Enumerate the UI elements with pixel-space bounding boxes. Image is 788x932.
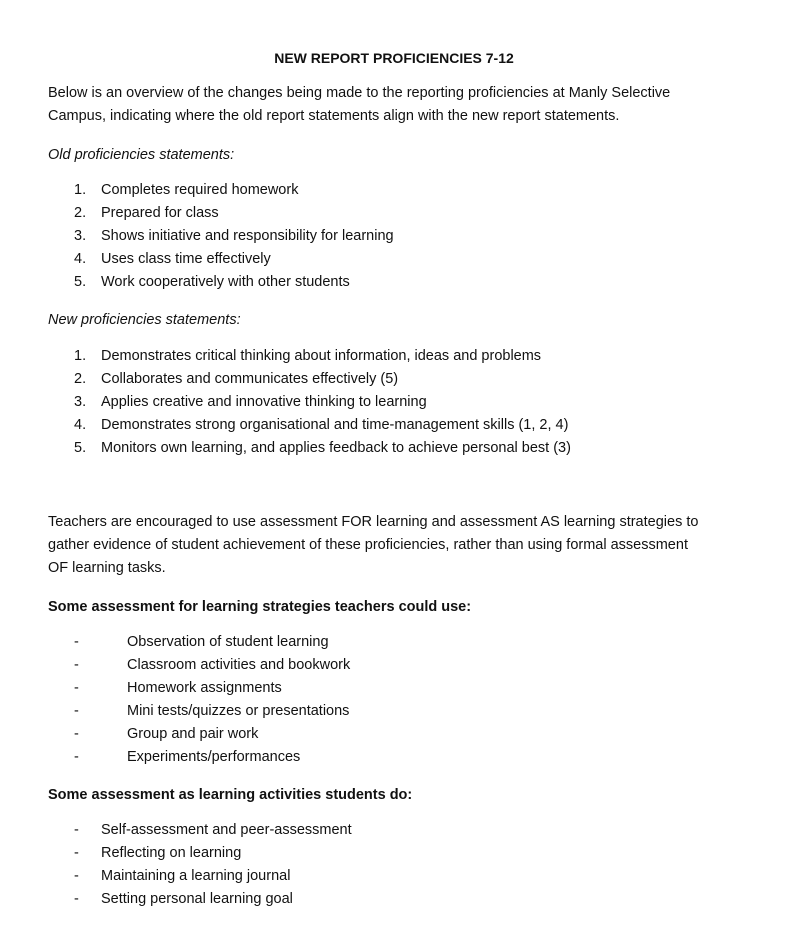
list-item [48,179,394,202]
item-text: Applies creative and innovative thinking to learning [101,394,427,410]
list-item [48,368,571,391]
list-item [74,700,350,723]
paragraph-line: OF learning tasks. [48,560,166,576]
item-text: Mini tests/quizzes or presentations [127,703,350,719]
old-statements-list [48,179,394,294]
item-number: 3. [74,228,87,244]
item-text: Homework assignments [127,680,282,696]
item-text: Setting personal learning goal [101,891,293,907]
list-item [48,248,394,271]
item-number: 4. [74,251,87,267]
item-text: Classroom activities and bookwork [127,657,351,673]
list-item [74,865,352,888]
item-text: Demonstrates strong organisational and time-management skills (1, 2, 4) [101,417,569,433]
item-text: Reflecting on learning [101,845,242,861]
dash-bullet: - [74,845,79,861]
item-number: 5. [74,440,87,456]
item-text: Collaborates and communicates effectively (5) [101,371,399,387]
item-text: Self-assessment and peer-assessment [101,822,352,838]
list-item [74,888,352,911]
list-item [48,414,571,437]
item-text: Prepared for class [101,205,219,221]
item-text: Completes required homework [101,182,299,198]
item-number: 1. [74,182,87,198]
intro-paragraph [48,82,738,128]
dash-bullet: - [74,634,79,650]
assessment-paragraph [48,511,738,580]
item-number: 5. [74,274,87,290]
list-item [74,842,352,865]
dash-bullet: - [74,657,79,673]
list-item [74,746,350,769]
item-text: Group and pair work [127,726,259,742]
list-item [74,723,350,746]
for-learning-list [74,631,350,769]
item-number: 4. [74,417,87,433]
intro-line: Below is an overview of the changes being made to the reporting proficiencies at Manly Selective [48,85,671,101]
list-item [48,202,394,225]
dash-bullet: - [74,822,79,838]
list-item [48,345,571,368]
item-text: Work cooperatively with other students [101,274,350,290]
item-text: Shows initiative and responsibility for learning [101,228,394,244]
paragraph-line: gather evidence of student achievement of these proficiencies, rather than using formal assessment [48,537,688,553]
new-statements-list [48,345,571,460]
old-statements-heading: Old proficiencies statements: [48,147,235,163]
item-text: Uses class time effectively [101,251,271,267]
as-learning-list [74,819,352,911]
paragraph-line: Teachers are encouraged to use assessment FOR learning and assessment AS learning strategies to [48,514,699,530]
item-number: 1. [74,348,87,364]
dash-bullet: - [74,726,79,742]
new-statements-heading: New proficiencies statements: [48,312,241,328]
list-item [74,654,350,677]
for-learning-heading: Some assessment for learning strategies teachers could use: [48,599,472,615]
list-item [48,271,394,294]
item-number: 2. [74,205,87,221]
as-learning-heading: Some assessment as learning activities students do: [48,787,413,803]
list-item [74,819,352,842]
dash-bullet: - [74,749,79,765]
item-text: Monitors own learning, and applies feedback to achieve personal best (3) [101,440,571,456]
item-text: Observation of student learning [127,634,329,650]
dash-bullet: - [74,868,79,884]
intro-line: Campus, indicating where the old report statements align with the new report statements. [48,108,620,124]
list-item [48,391,571,414]
page-title: NEW REPORT PROFICIENCIES 7-12 [274,50,514,66]
item-text: Demonstrates critical thinking about information, ideas and problems [101,348,542,364]
dash-bullet: - [74,680,79,696]
item-text: Maintaining a learning journal [101,868,291,884]
list-item [48,225,394,248]
item-number: 3. [74,394,87,410]
list-item [74,631,350,654]
list-item [74,677,350,700]
dash-bullet: - [74,703,79,719]
item-number: 2. [74,371,87,387]
dash-bullet: - [74,891,79,907]
item-text: Experiments/performances [127,749,301,765]
list-item [48,437,571,460]
